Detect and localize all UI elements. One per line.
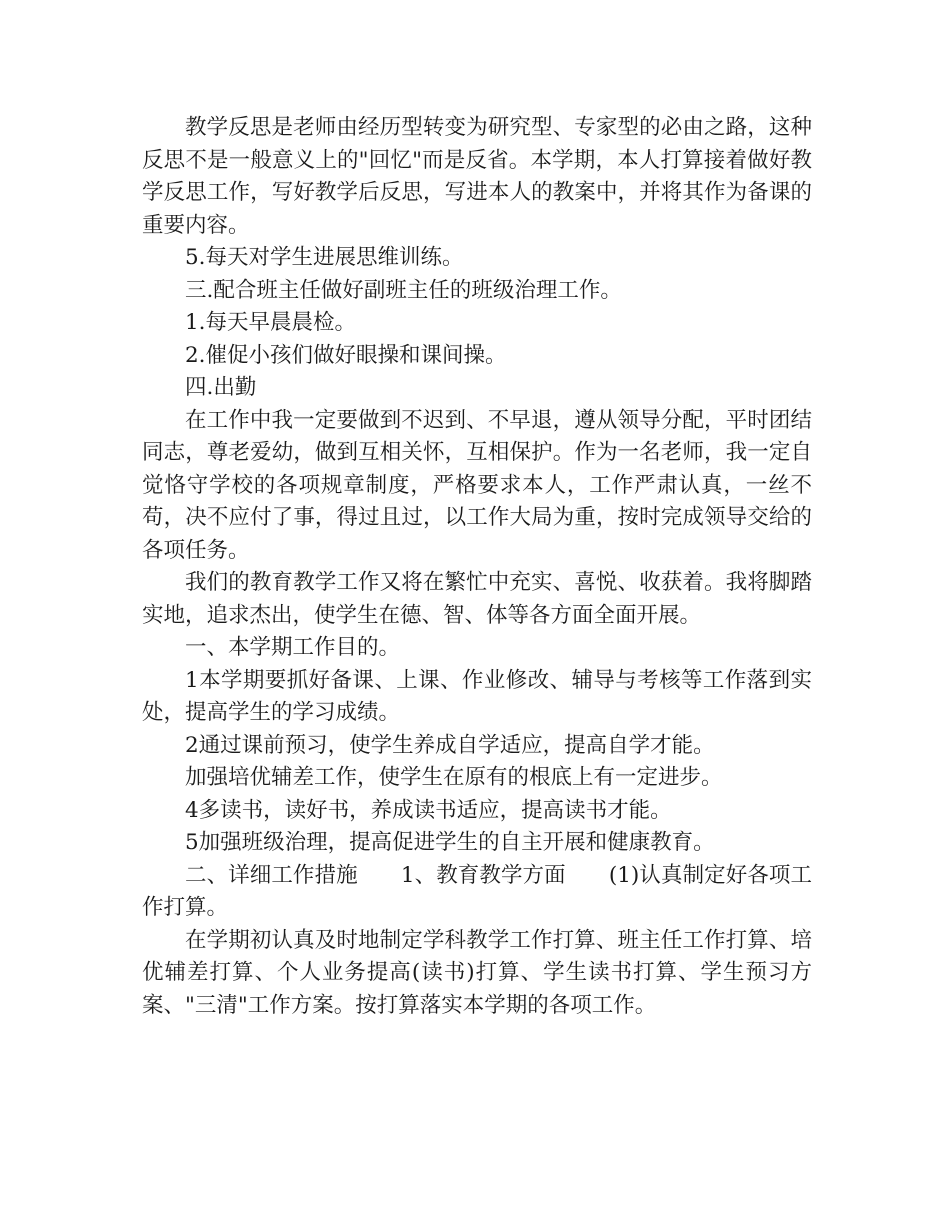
heading-class-management: 三.配合班主任做好副班主任的班级治理工作。: [185, 277, 622, 303]
paragraph-plans: 在学期初认真及时地制定学科教学工作打算、班主任工作打算、培优辅差打算、个人业务提高(读书)打算、学生读书打算、学生预习方案、"三清"工作方案。按打算落实本学期的各项工作。: [142, 927, 812, 1018]
heading-attendance: 四.出勤: [185, 375, 257, 400]
paragraph-goal-2: 2通过课前预习，使学生养成自学适应，提高自学才能。: [185, 732, 715, 758]
paragraph-attendance: 在工作中我一定要做到不迟到、不早退，遵从领导分配，平时团结同志，尊老爱幼，做到互相关怀，互相保护。作为一名老师，我一定自觉恪守学校的各项规章制度，严格要求本人，工作严肃认真，一丝不苟，决不应付了事，得过且过，以工作大局为重，按时完成领导交给的各项任务。: [142, 407, 812, 563]
paragraph-education-work: 我们的教育教学工作又将在繁忙中充实、喜悦、收获着。我将脚踏实地，追求杰出，使学生在德、智、体等各方面全面开展。: [142, 570, 812, 628]
paragraph-goal-1: 1本学期要抓好备课、上课、作业修改、辅导与考核等工作落到实处，提高学生的学习成绩。: [142, 667, 812, 725]
paragraph-thinking-training: 5.每天对学生进展思维训练。: [185, 245, 464, 270]
heading-work-measures: 二、详细工作措施 1、教育教学方面 (1)认真制定好各项工作打算。: [142, 862, 812, 920]
paragraph-goal-5: 5加强班级治理，提高促进学生的自主开展和健康教育。: [185, 830, 715, 855]
paragraph-morning-check: 1.每天早晨晨检。: [185, 310, 357, 335]
heading-semester-goals: 一、本学期工作目的。: [185, 635, 401, 660]
paragraph-reflection: 教学反思是老师由经历型转变为研究型、专家型的必由之路，这种反思不是一般意义上的"回忆"而是反省。本学期，本人打算接着做好教学反思工作，写好教学后反思，写进本人的教案中，并将其作为备课的重要内容。: [142, 115, 812, 238]
document-body: [142, 112, 812, 1022]
paragraph-eye-exercise: 2.催促小孩们做好眼操和课间操。: [185, 342, 507, 368]
paragraph-goal-4: 4多读书，读好书，养成读书适应，提高读书才能。: [185, 797, 672, 823]
paragraph-goal-3: 加强培优辅差工作，使学生在原有的根底上有一定进步。: [185, 765, 723, 790]
